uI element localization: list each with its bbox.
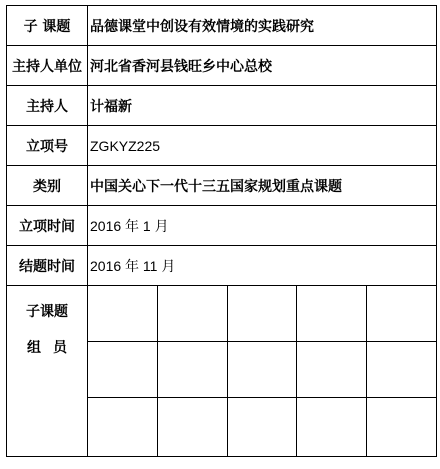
table-row-host-unit [7, 46, 437, 86]
member-slot [158, 286, 228, 342]
table-row-end-date [7, 246, 437, 286]
members-label [7, 286, 88, 457]
subtopic-value: 品德课堂中创设有效情境的实践研究 [88, 6, 437, 46]
table-row-subtopic [7, 6, 437, 46]
members-label-line2: 组员 [27, 340, 79, 356]
members-grid-row [88, 397, 436, 456]
member-slot [88, 286, 158, 342]
project-number-label: 立项号 [7, 126, 88, 166]
members-label-line1: 子课题 [26, 304, 68, 320]
project-number-value: ZGKYZ225 [88, 126, 437, 166]
start-date-label: 立项时间 [7, 206, 88, 246]
subtopic-label: 子 课题 [7, 6, 88, 46]
member-slot [227, 342, 297, 398]
members-grid-cell [88, 286, 437, 457]
table-row-category [7, 166, 437, 206]
end-date-value: 2016 年 11 月 [88, 246, 437, 286]
member-slot [158, 342, 228, 398]
table-row-start-date [7, 206, 437, 246]
member-slot [88, 342, 158, 398]
member-slot [297, 342, 367, 398]
category-value: 中国关心下一代十三五国家规划重点课题 [88, 166, 437, 206]
host-value: 计福新 [88, 86, 437, 126]
members-grid [88, 286, 436, 456]
host-unit-label: 主持人单位 [7, 46, 88, 86]
table-row-host [7, 86, 437, 126]
members-grid-row [88, 286, 436, 342]
member-slot [227, 397, 297, 456]
members-grid-row [88, 342, 436, 398]
member-slot [88, 397, 158, 456]
member-slot [297, 397, 367, 456]
host-label: 主持人 [7, 86, 88, 126]
start-date-value: 2016 年 1 月 [88, 206, 437, 246]
table-row-members [7, 286, 437, 457]
member-slot [227, 286, 297, 342]
member-slot [297, 286, 367, 342]
table-row-project-number [7, 126, 437, 166]
host-unit-value: 河北省香河县钱旺乡中心总校 [88, 46, 437, 86]
category-label: 类别 [7, 166, 88, 206]
member-slot [366, 286, 436, 342]
end-date-label: 结题时间 [7, 246, 88, 286]
member-slot [366, 397, 436, 456]
member-slot [158, 397, 228, 456]
member-slot [366, 342, 436, 398]
project-info-table [6, 5, 437, 457]
